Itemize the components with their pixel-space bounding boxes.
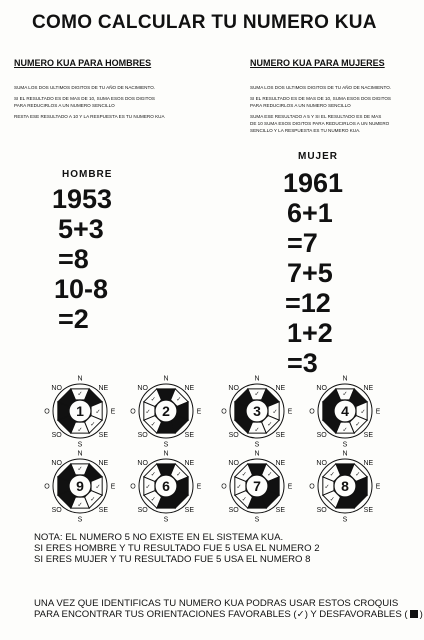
direction-label-e: E [196,483,202,491]
compass-number: 9 [76,478,84,494]
direction-label-so: SO [137,506,148,514]
direction-label-no: NO [51,460,62,468]
direction-label-se: SE [98,431,109,439]
direction-label-se: SE [363,431,374,439]
women-example-line: 1+2 [287,318,333,348]
direction-label-e: E [375,408,381,416]
check-icon: ✓ [150,422,156,429]
kua-compass-9 [44,451,115,524]
women-step: SI EL RESULTADO ES DE MAS DE 10, SUMA ESOS DOS DIGITOS [250,96,391,101]
check-icon: ✓ [77,502,83,509]
direction-label-no: NO [137,385,148,393]
direction-label-e: E [287,483,293,491]
women-steps [250,84,391,134]
men-example-line: 5+3 [58,214,104,244]
direction-label-o: O [221,483,227,491]
footer-line: UNA VEZ QUE IDENTIFICAS TU NUMERO KUA PODRAS USAR ESTOS CROQUIS [34,598,399,609]
direction-label-n: N [77,375,83,383]
direction-label-n: N [342,450,348,458]
check-icon: ✓ [90,497,96,504]
direction-label-n: N [163,450,169,458]
check-icon: ✓ [150,497,156,504]
note-line: NOTA: EL NUMERO 5 NO EXISTE EN EL SISTEMA KUA. [34,532,284,543]
direction-label-o: O [130,408,136,416]
men-example-line: =2 [58,304,89,334]
direction-label-ne: NE [184,460,195,468]
check-icon: ✓ [77,391,83,398]
check-icon: ✓ [254,391,260,398]
direction-label-no: NO [228,385,239,393]
direction-label-so: SO [51,506,62,514]
page-title: COMO CALCULAR TU NUMERO KUA [32,12,377,33]
direction-label-no: NO [316,460,327,468]
compass-number: 2 [162,403,170,419]
check-icon: ✓ [95,484,101,491]
direction-label-ne: NE [98,460,109,468]
men-steps [14,84,165,120]
men-label: HOMBRE [62,169,113,180]
women-step: SUMA ESE RESULTADO A 5 Y SI EL RESULTADO ES DE MAS [250,114,382,119]
check-icon: ✓ [355,422,361,429]
check-icon: ✓ [95,409,101,416]
men-example-line: 1953 [52,184,113,214]
direction-label-se: SE [363,506,374,514]
direction-label-se: SE [275,506,286,514]
direction-label-so: SO [51,431,62,439]
footer-line [34,609,423,620]
check-icon: ✓ [267,471,273,478]
kua-compass-6 [130,451,201,524]
kua-compass-2 [130,376,201,449]
women-example-line: 1961 [283,168,344,198]
check-icon: ✓ [254,427,260,434]
direction-label-ne: NE [275,460,286,468]
direction-label-s: S [163,516,169,524]
kua-compass-1 [44,376,115,449]
check-icon: ✓ [241,497,247,504]
footer-favorable-text: PARA ENCONTRAR TUS ORIENTACIONES FAVORABLES ( [34,609,297,620]
men-step: SUMA LOS DOS ULTIMOS DIGITOS DE TU AÑO DE NACIMIENTO. [14,85,156,90]
check-icon: ✓ [342,391,348,398]
direction-label-so: SO [228,431,239,439]
check-icon: ✓ [77,466,83,473]
check-icon: ✓ [342,427,348,434]
direction-label-e: E [110,408,116,416]
direction-label-se: SE [275,431,286,439]
direction-label-s: S [77,516,83,524]
check-icon: ✓ [324,484,330,491]
compass-number: 6 [162,478,170,494]
compass-number: 4 [341,403,349,419]
footer-close-paren: ) [419,609,423,620]
women-example-line: =3 [287,348,318,378]
check-icon: ✓ [77,427,83,434]
check-icon: ✓ [329,471,335,478]
direction-label-se: SE [98,506,109,514]
men-example-line: =8 [58,244,89,274]
compass-number: 8 [341,478,349,494]
direction-label-s: S [77,441,83,449]
men-step: SI EL RESULTADO ES DE MAS DE 10, SUMA ESOS DOS DIGITOS [14,96,155,101]
direction-label-so: SO [316,431,327,439]
check-icon: ✓ [176,471,182,478]
direction-label-ne: NE [98,385,109,393]
women-example [283,168,363,378]
check-icon: ✓ [241,471,247,478]
check-icon: ✓ [236,484,242,491]
footer [34,598,423,620]
direction-label-so: SO [228,506,239,514]
direction-label-ne: NE [363,385,374,393]
direction-label-o: O [309,483,315,491]
direction-label-no: NO [316,385,327,393]
direction-label-e: E [196,408,202,416]
direction-label-o: O [44,408,50,416]
direction-label-se: SE [184,506,195,514]
direction-label-s: S [342,441,348,449]
check-icon: ✓ [145,409,151,416]
women-step: SENCILLO Y LA RESPUESTA ES TU NUMERO KUA. [250,128,361,133]
direction-label-s: S [254,516,260,524]
direction-label-n: N [77,450,83,458]
direction-label-n: N [163,375,169,383]
check-icon: ✓ [360,409,366,416]
men-step: RESTA ESE RESULTADO A 10 Y LA RESPUESTA ES TU NUMERO KUA [14,114,165,119]
check-icon: ✓ [145,484,151,491]
direction-label-n: N [342,375,348,383]
note-line: SI ERES MUJER Y TU RESULTADO FUE 5 USA EL NUMERO 8 [34,554,311,565]
compass-number: 3 [253,403,261,419]
direction-label-o: O [309,408,315,416]
check-icon: ✓ [176,396,182,403]
check-icon: ✓ [150,471,156,478]
check-icon: ✓ [329,497,335,504]
compass-number: 1 [76,403,84,419]
direction-label-s: S [342,516,348,524]
check-icon: ✓ [272,409,278,416]
direction-label-e: E [287,408,293,416]
direction-label-ne: NE [363,460,374,468]
men-example [52,184,132,334]
check-icon: ✓ [355,471,361,478]
direction-label-ne: NE [275,385,286,393]
compass-number: 7 [253,478,261,494]
women-label: MUJER [298,151,339,162]
kua-compass-4 [309,376,380,449]
women-step: DE 10 SUMA ESOS DIGITOS PARA REDUCIRLOS A UN NUMERO [250,121,390,126]
direction-label-n: N [254,375,260,383]
women-example-line: 6+1 [287,198,333,228]
women-example-line: =7 [287,228,318,258]
men-step: PARA REDUCIRLOS A UN NUMERO SENCILLO [14,103,115,108]
check-icon: ✓ [150,396,156,403]
footer-unfavorable-text: ) Y DESFAVORABLES ( [304,609,408,620]
notes [34,532,320,565]
check-icon: ✓ [90,422,96,429]
women-example-line: 7+5 [287,258,333,288]
women-example-line: =12 [285,288,331,318]
direction-label-se: SE [184,431,195,439]
direction-label-o: O [130,483,136,491]
men-example-line: 10-8 [54,274,109,304]
direction-label-no: NO [137,460,148,468]
kua-compass-8 [309,451,380,524]
black-square-icon [410,610,418,618]
kua-compass-grid [0,368,424,528]
check-icon: ✓ [267,422,273,429]
direction-label-o: O [44,483,50,491]
kua-compass-7 [221,451,292,524]
direction-label-s: S [163,441,169,449]
direction-label-so: SO [137,431,148,439]
women-step: SUMA LOS DOS ULTIMOS DIGITOS DE TU AÑO DE NACIMIENTO. [250,85,392,90]
women-heading: NUMERO KUA PARA MUJERES [250,58,385,68]
direction-label-o: O [221,408,227,416]
kua-compass-3 [221,376,292,449]
direction-label-n: N [254,450,260,458]
women-step: PARA REDUCIRLOS A UN NUMERO SENCILLO [250,103,351,108]
direction-label-e: E [110,483,116,491]
direction-label-no: NO [228,460,239,468]
direction-label-so: SO [316,506,327,514]
men-heading: NUMERO KUA PARA HOMBRES [14,58,152,68]
note-line: SI ERES HOMBRE Y TU RESULTADO FUE 5 USA EL NUMERO 2 [34,543,320,554]
check-icon: ✓ [296,609,305,620]
direction-label-s: S [254,441,260,449]
direction-label-ne: NE [184,385,195,393]
direction-label-e: E [375,483,381,491]
direction-label-no: NO [51,385,62,393]
